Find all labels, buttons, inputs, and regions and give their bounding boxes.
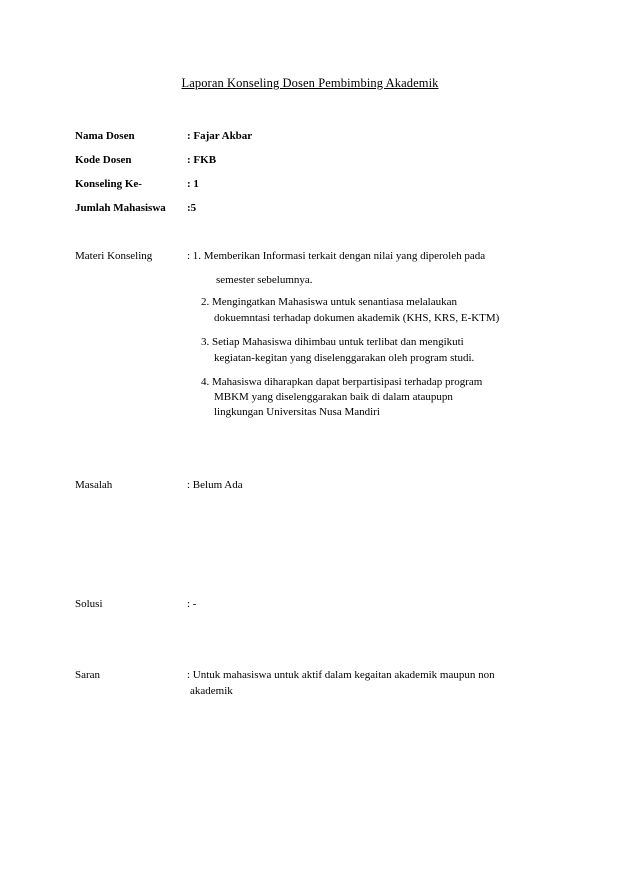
masalah-value: : Belum Ada: [187, 479, 243, 491]
page-title: Laporan Konseling Dosen Pembimbing Akademik: [181, 76, 439, 90]
materi-item-4-line-3: lingkungan Universitas Nusa Mandiri: [214, 406, 380, 418]
field-label-jumlah-mahasiswa: Jumlah Mahasiswa: [75, 202, 166, 214]
saran-label: Saran: [75, 669, 101, 681]
materi-item-4-line-2: MBKM yang diselenggarakan baik di dalam ataupupn: [214, 391, 453, 403]
field-value-konseling-ke: : 1: [187, 178, 199, 190]
materi-label: Materi Konseling: [75, 250, 153, 262]
saran-value-line-1: : Untuk mahasiswa untuk aktif dalam kegaitan akademik maupun non: [187, 669, 495, 681]
field-label-kode-dosen: Kode Dosen: [75, 154, 132, 166]
materi-item-2-line-1: 2. Mengingatkan Mahasiswa untuk senantiasa melalaukan: [201, 296, 457, 308]
materi-item-3-line-1: 3. Setiap Mahasiswa dihimbau untuk terlibat dan mengikuti: [201, 336, 464, 348]
field-label-konseling-ke: Konseling Ke-: [75, 178, 142, 190]
field-value-jumlah-mahasiswa: :5: [187, 202, 197, 214]
field-value-kode-dosen: : FKB: [187, 154, 217, 166]
field-value-nama-dosen: : Fajar Akbar: [187, 130, 253, 142]
solusi-value: : -: [187, 598, 197, 610]
saran-value-line-2: akademik: [190, 685, 233, 697]
field-label-nama-dosen: Nama Dosen: [75, 130, 135, 142]
materi-item-4-line-1: 4. Mahasiswa diharapkan dapat berpartisipasi terhadap program: [201, 376, 483, 388]
solusi-label: Solusi: [75, 598, 103, 610]
materi-item-1-line-2: semester sebelumnya.: [216, 274, 313, 286]
materi-item-3-line-2: kegiatan-kegitan yang diselenggarakan oleh program studi.: [214, 352, 475, 364]
materi-item-1-line-1: : 1. Memberikan Informasi terkait dengan nilai yang diperoleh pada: [187, 250, 486, 262]
masalah-label: Masalah: [75, 479, 113, 491]
materi-item-2-line-2: dokuemntasi terhadap dokumen akademik (KHS, KRS, E-KTM): [214, 312, 500, 324]
